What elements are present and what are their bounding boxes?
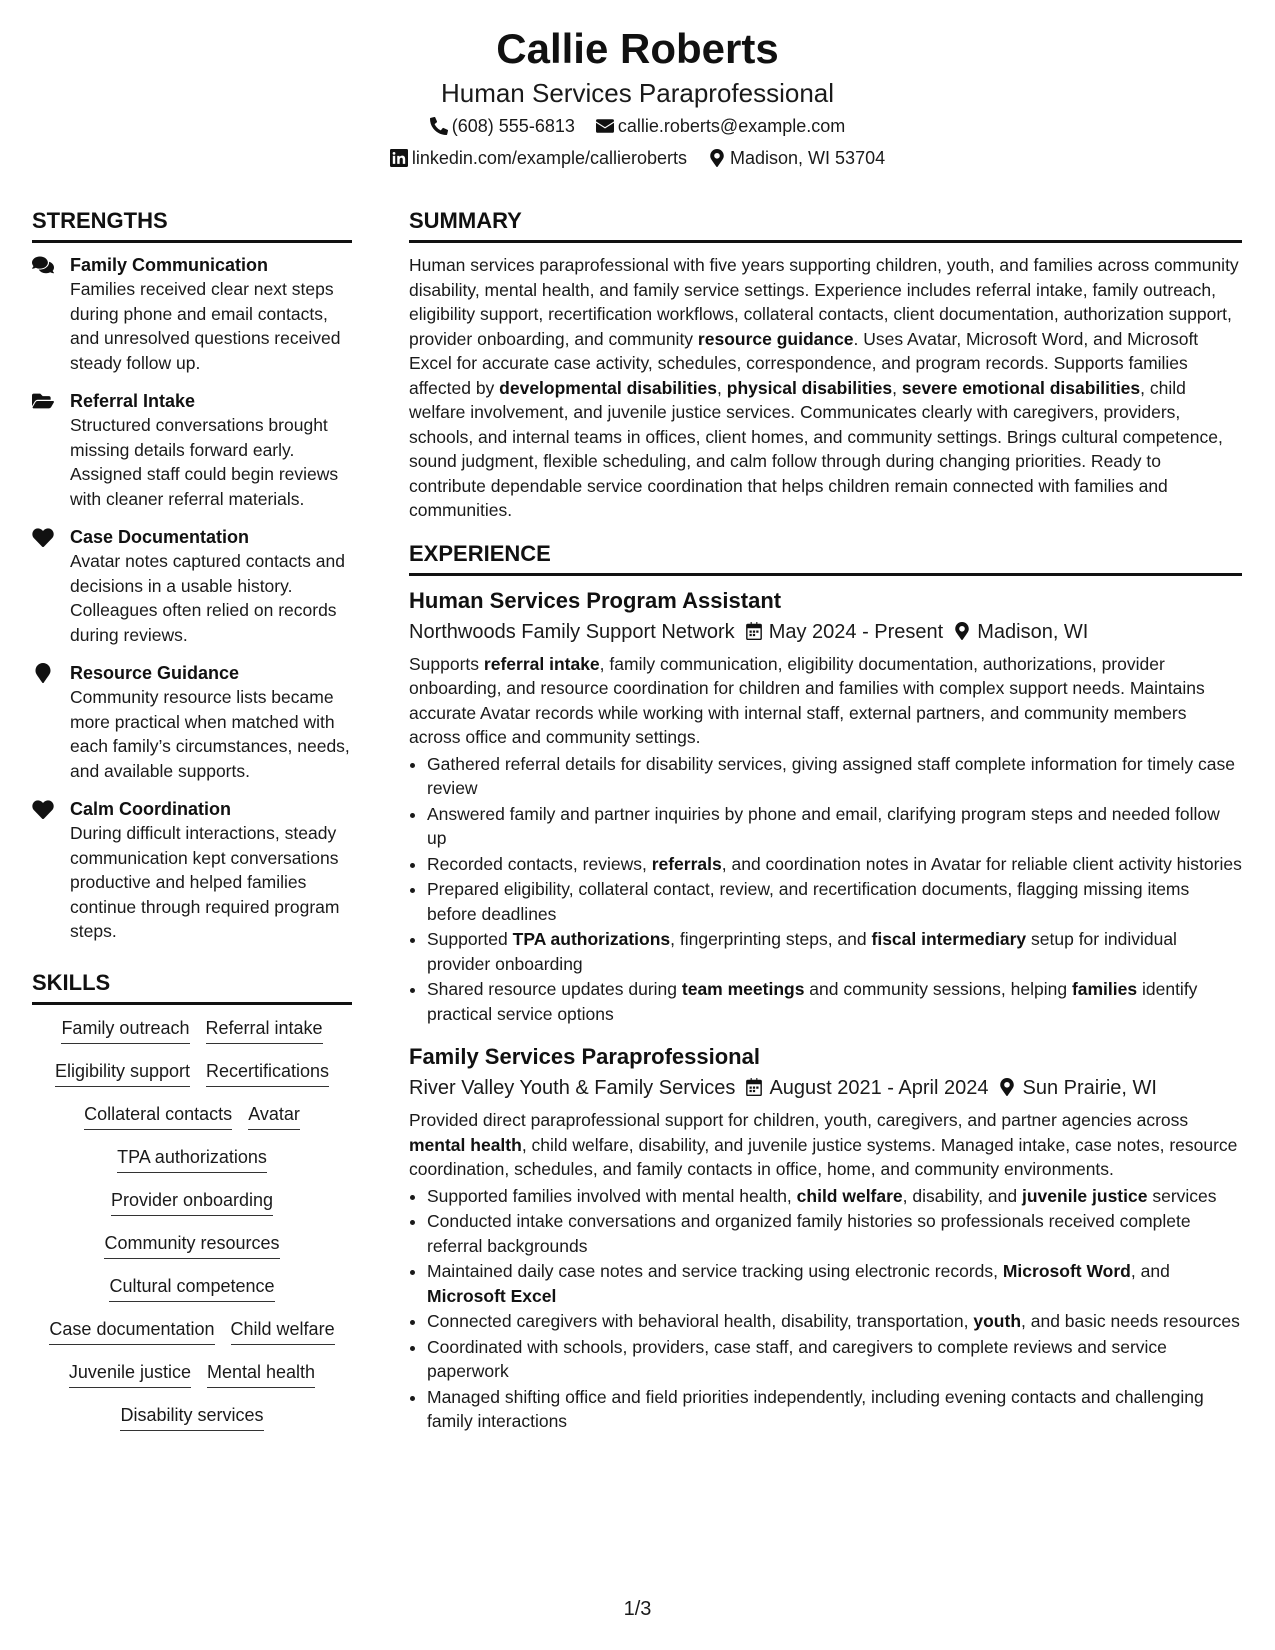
bullet-item: • Connected caregivers with behavioral health, disability, transportation, youth, and basic needs resources [427, 1309, 1242, 1334]
bullet-item: • Recorded contacts, reviews, referrals, and coordination notes in Avatar for reliable client activity histories [427, 852, 1242, 877]
map-marker-icon [708, 149, 726, 167]
strength-item [32, 389, 352, 511]
skill-tag: TPA authorizations [117, 1144, 267, 1173]
skill-tag: Family outreach [61, 1015, 189, 1044]
linkedin-text: linkedin.com/example/callieroberts [411, 148, 687, 168]
left-column [32, 204, 352, 1445]
bullet-item: • Gathered referral details for disability services, giving assigned staff complete information for timely case review [427, 752, 1242, 801]
strength-title: Calm Coordination [70, 799, 231, 819]
summary-text: Human services paraprofessional with five years supporting children, youth, and families across community disability, mental health, and family service settings. Experience includes referral intake, family outreach, eligibility support, recertification workflows, collateral contacts, client documentation, authorization support, provider onboarding, and community resource guidance. Uses Avatar, Microsoft Word, and Microsoft Excel for accurate case activity, schedules, correspondence, and program records. Supports families affected by developmental disabilities, physical disabilities, severe emotional disabilities, child welfare involvement, and juvenile justice services. Communicates clearly with caregivers, providers, schools, and internal teams in offices, client homes, and community settings. Brings cultural competence, sound judgment, flexible scheduling, and calm follow through during changing priorities. Ready to contribute dependable service coordination that helps children remain connected with families and communities. [409, 255, 1239, 520]
strength-desc: During difficult interactions, steady communication kept conversations productive and helped families continue through required program steps. [70, 823, 340, 941]
heart-icon [32, 799, 54, 819]
location-text: Madison, WI 53704 [730, 148, 886, 168]
job-entry [409, 1042, 1242, 1434]
skill-tag: Mental health [207, 1359, 315, 1388]
contact-email[interactable] [596, 110, 845, 142]
folder-open-icon [32, 391, 54, 411]
job-location: Madison, WI [977, 620, 1089, 643]
bullet-item: • Answered family and partner inquiries by phone and email, clarifying program steps and needed follow up [427, 802, 1242, 851]
job-meta [409, 1072, 1242, 1104]
skill-tag: Eligibility support [55, 1058, 190, 1087]
envelope-icon [596, 117, 614, 135]
skill-tag: Provider onboarding [111, 1187, 273, 1216]
calendar-icon [745, 1078, 763, 1096]
strength-desc: Community resource lists became more practical when matched with each family’s circumstances, needs, and available supports. [70, 687, 350, 781]
company-name: Northwoods Family Support Network [409, 620, 735, 643]
job-description: Supports referral intake, family communication, eligibility documentation, authorizations, provider onboarding, and resource coordination for children and families with complex support needs. Maintains accurate Avatar records while working with internal staff, external partners, and community members across office and community settings. [409, 653, 1205, 747]
job-title: Human Services Program Assistant [409, 587, 782, 613]
job-entry [409, 586, 1242, 1027]
job-bullets [409, 1184, 1242, 1434]
contact-row-2 [0, 142, 1275, 174]
comments-icon [32, 255, 54, 275]
summary-heading: SUMMARY [409, 204, 1242, 243]
map-marker-icon [953, 622, 971, 640]
job-title: Family Services Paraprofessional [409, 1044, 760, 1069]
strength-item [32, 661, 352, 783]
skills-list [32, 1015, 352, 1431]
email-text: callie.roberts@example.com [617, 116, 846, 136]
strengths-heading: STRENGTHS [32, 204, 352, 243]
skill-tag: Recertifications [206, 1058, 329, 1087]
contact-location [708, 142, 885, 174]
job-dates: August 2021 - April 2024 [769, 1077, 989, 1099]
strength-title: Case Documentation [70, 527, 250, 547]
bullet-item: • Maintained daily case notes and service tracking using electronic records, Microsoft Word, and Microsoft Excel [427, 1259, 1242, 1308]
job-bullets [409, 752, 1242, 1027]
strength-item [32, 253, 352, 375]
phone-icon [430, 117, 448, 135]
strength-item [32, 797, 352, 944]
strength-desc: Families received clear next steps during phone and email contacts, and unresolved questions received steady follow up. [70, 279, 341, 373]
contact-row-1 [0, 110, 1275, 142]
job-meta [409, 616, 1242, 648]
skill-tag: Collateral contacts [84, 1101, 232, 1130]
bullet-item: • Supported TPA authorizations, fingerprinting steps, and fiscal intermediary setup for individual provider onboarding [427, 927, 1242, 976]
bullet-item: • Managed shifting office and field priorities independently, including evening contacts and challenging family interactions [427, 1385, 1242, 1434]
skill-tag: Referral intake [206, 1015, 323, 1044]
page-number: 1/3 [623, 1598, 652, 1620]
map-marker-icon [998, 1078, 1016, 1096]
candidate-title: Human Services Paraprofessional [440, 78, 835, 108]
linkedin-icon [390, 149, 408, 167]
skill-tag: Community resources [104, 1230, 279, 1259]
candidate-name: Callie Roberts [496, 25, 779, 72]
strength-item [32, 525, 352, 647]
strength-title: Family Communication [70, 255, 269, 275]
company-name: River Valley Youth & Family Services [409, 1077, 736, 1099]
job-description: Provided direct paraprofessional support for children, youth, caregivers, and partner agencies across mental health, child welfare, disability, and juvenile justice systems. Managed intake, case notes, resource coordination, schedules, and family contacts in office, home, and community environments. [409, 1110, 1238, 1179]
map-marker-icon [32, 663, 54, 683]
bullet-item: • Coordinated with schools, providers, case staff, and caregivers to complete reviews and service paperwork [427, 1335, 1242, 1384]
job-dates: May 2024 - Present [768, 620, 944, 643]
bullet-item: • Conducted intake conversations and organized family histories so professionals received complete referral backgrounds [427, 1209, 1242, 1258]
heart-icon [32, 527, 54, 547]
bullet-item: • Prepared eligibility, collateral contact, review, and recertification documents, flagging missing items before deadlines [427, 877, 1242, 926]
job-location: Sun Prairie, WI [1022, 1077, 1157, 1099]
strength-desc: Structured conversations brought missing details forward early. Assigned staff could begin reviews with cleaner referral materials. [70, 415, 339, 509]
resume-header [0, 20, 1275, 174]
contact-phone [430, 110, 575, 142]
skill-tag: Case documentation [49, 1316, 214, 1345]
skill-tag: Juvenile justice [69, 1359, 191, 1388]
skill-tag: Cultural competence [109, 1273, 274, 1302]
phone-text: (608) 555-6813 [451, 116, 575, 136]
strength-title: Referral Intake [70, 391, 196, 411]
skill-tag: Child welfare [231, 1316, 335, 1345]
contact-linkedin[interactable] [390, 142, 687, 174]
bullet-item: • Shared resource updates during team meetings and community sessions, helping families identify practical service options [427, 977, 1242, 1026]
skill-tag: Disability services [120, 1402, 263, 1431]
skills-heading: SKILLS [32, 966, 352, 1005]
skill-tag: Avatar [248, 1101, 300, 1130]
experience-heading: EXPERIENCE [409, 537, 1242, 576]
strength-title: Resource Guidance [70, 663, 240, 683]
strength-desc: Avatar notes captured contacts and decisions in a usable history. Colleagues often relied on records during reviews. [70, 551, 345, 645]
right-column [409, 204, 1242, 1450]
calendar-icon [745, 622, 763, 640]
bullet-item: • Supported families involved with mental health, child welfare, disability, and juvenile justice services [427, 1184, 1242, 1209]
